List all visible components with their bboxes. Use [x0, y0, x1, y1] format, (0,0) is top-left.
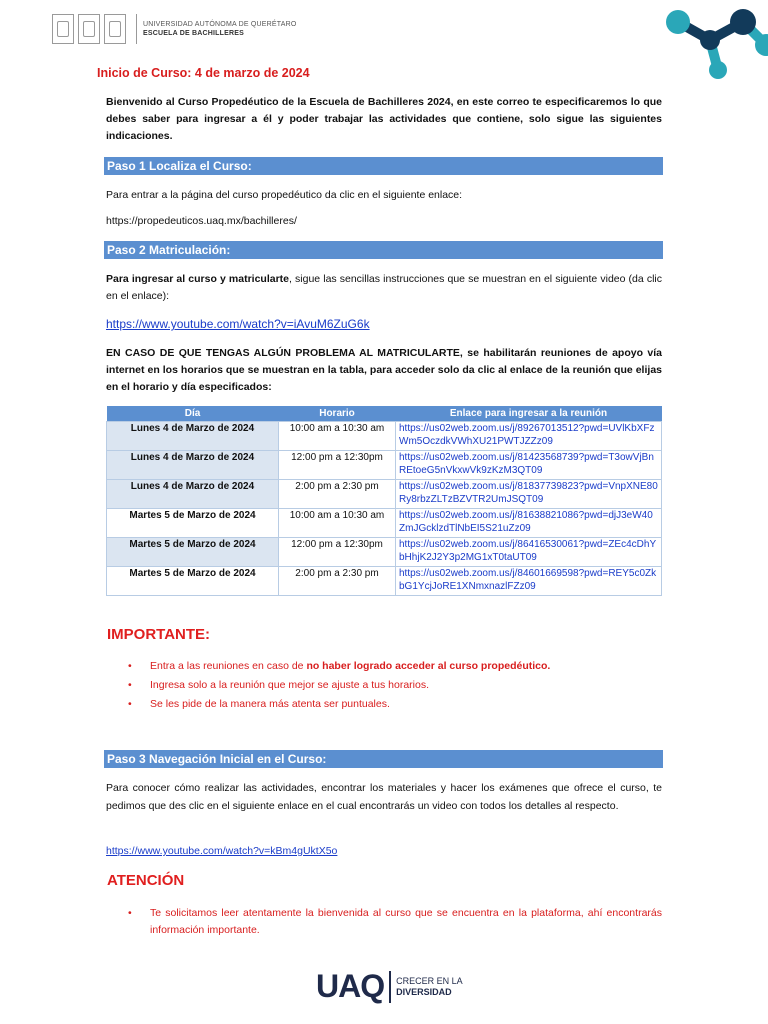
- header-institution: [143, 20, 297, 38]
- cell-horario: 2:00 pm a 2:30 pm: [279, 480, 396, 509]
- cell-horario: 10:00 am a 10:30 am: [279, 509, 396, 538]
- col-dia-header: Día: [107, 406, 279, 422]
- table-row: [107, 538, 662, 567]
- cell-enlace-link[interactable]: https://us02web.zoom.us/j/81423568739?pwd=T3owVjBnREtoeG5nVkxwVk9zKzM3QT09: [396, 451, 662, 480]
- importante-heading: IMPORTANTE:: [107, 626, 211, 643]
- table-row: [107, 567, 662, 596]
- paso3-video-block: [106, 843, 662, 860]
- cell-enlace-link[interactable]: https://us02web.zoom.us/j/86416530061?pwd=ZEc4cDhYbHhjK2J2Y3p2MG1xT0taUT09: [396, 538, 662, 567]
- table-header-row: [107, 406, 662, 422]
- cell-dia: Martes 5 de Marzo de 2024: [107, 538, 279, 567]
- cell-horario: 2:00 pm a 2:30 pm: [279, 567, 396, 596]
- footer-uaq-logo: [316, 968, 463, 1005]
- slogan-line2: DIVERSIDAD: [396, 986, 452, 997]
- cell-horario: 12:00 pm a 12:30pm: [279, 451, 396, 480]
- header-separator: [136, 14, 137, 44]
- col-enlace-header: Enlace para ingresar a la reunión: [396, 406, 662, 422]
- slogan-line1: CRECER EN LA: [396, 975, 463, 986]
- cell-horario: 12:00 pm a 12:30pm: [279, 538, 396, 567]
- uaq-wordmark: UAQ: [316, 968, 385, 1004]
- importante-item: • Se les pide de la manera más atenta ser puntuales.: [128, 695, 550, 714]
- intro-paragraph: Bienvenido al Curso Propedéutico de la Escuela de Bachilleres 2024, en este correo te especificaremos lo que debes saber para ingresar a él y poder trabajar las actividades que contiene, solo sigue las siguientes indicaciones.: [106, 96, 662, 142]
- importante-item1-text: Entra a las reuniones en caso de: [150, 660, 307, 672]
- cell-enlace-link[interactable]: https://us02web.zoom.us/j/84601669598?pwd=REY5c0ZkbG1YcjJoRE1XNmxnazlFZz09: [396, 567, 662, 596]
- importante-item: • Ingresa solo a la reunión que mejor se ajuste a tus horarios.: [128, 676, 550, 695]
- cell-enlace-link[interactable]: https://us02web.zoom.us/j/81837739823?pwd=VnpXNE80Ry8rbzZLTzBZVTR2UmJSQT09: [396, 480, 662, 509]
- decorative-molecule-graphic: [648, 0, 768, 80]
- header-logos: [52, 14, 297, 44]
- paso2-text-bold: Para ingresar al curso y matricularte: [106, 273, 290, 285]
- meetings-table: [106, 406, 662, 596]
- paso1-heading: Paso 1 Localiza el Curso:: [104, 157, 663, 175]
- col-horario-header: Horario: [279, 406, 396, 422]
- paso1-text: Para entrar a la página del curso propedéutico da clic en el siguiente enlace:: [106, 189, 463, 201]
- paso3-video-link[interactable]: https://www.youtube.com/watch?v=kBm4gUktX5o: [106, 845, 338, 857]
- cell-horario: 10:00 am a 10:30 am: [279, 422, 396, 451]
- paso2-video-block: [106, 316, 662, 333]
- table-row: [107, 422, 662, 451]
- importante-item: [128, 657, 550, 676]
- cell-dia: Lunes 4 de Marzo de 2024: [107, 451, 279, 480]
- table-row: [107, 509, 662, 538]
- paso3-heading: Paso 3 Navegación Inicial en el Curso:: [104, 750, 663, 768]
- table-row: [107, 480, 662, 509]
- table-row: [107, 451, 662, 480]
- footer-slogan: [396, 976, 463, 998]
- cell-enlace-link[interactable]: https://us02web.zoom.us/j/89267013512?pwd=UVlKbXFzWm5OczdkVWhXU21PWTJZZz09: [396, 422, 662, 451]
- cell-dia: Martes 5 de Marzo de 2024: [107, 509, 279, 538]
- paso2-text-rest: , sigue las sencillas instrucciones que se muestran en el siguiente video (da clic en el enlace):: [106, 273, 662, 302]
- paso3-text: Para conocer cómo realizar las actividades, encontrar los materiales y hacer los exámenes que ofrece el curso, te pedimos que des clic en el siguiente enlace en el cual encontrarás un video con todos los detalles al respecto.: [106, 782, 662, 812]
- paso1-url[interactable]: https://propedeuticos.uaq.mx/bachilleres/: [106, 215, 297, 227]
- escuela-logo: [104, 14, 126, 44]
- cell-dia: Martes 5 de Marzo de 2024: [107, 567, 279, 596]
- bachilleres-shield-logo: [78, 14, 100, 44]
- atencion-heading: ATENCIÓN: [107, 872, 185, 889]
- course-start-title: Inicio de Curso: 4 de marzo de 2024: [97, 66, 310, 80]
- paso2-text: [106, 271, 662, 305]
- university-name: UNIVERSIDAD AUTÓNOMA DE QUERÉTARO: [143, 21, 297, 28]
- school-name: ESCUELA DE BACHILLERES: [143, 30, 244, 37]
- atencion-item: • Te solicitamos leer atentamente la bienvenida al curso que se encuentra en la plataforma, ahí encontrarás información importante.: [128, 905, 662, 939]
- importante-list: [128, 657, 550, 714]
- problem-paragraph: EN CASO DE QUE TENGAS ALGÚN PROBLEMA AL MATRICULARTE, se habilitarán reuniones de apoyo vía internet en los horarios que se muestran en la tabla, para acceder solo da clic al enlace de la reunión que elijas en el horario y día especificados:: [106, 347, 662, 393]
- uaq-shield-logo: [52, 14, 74, 44]
- importante-item1-bold: no haber logrado acceder al curso propedéutico.: [306, 660, 551, 672]
- footer-separator: [389, 971, 391, 1003]
- paso2-heading: Paso 2 Matriculación:: [104, 241, 663, 259]
- atencion-list: [128, 905, 662, 939]
- cell-dia: Lunes 4 de Marzo de 2024: [107, 480, 279, 509]
- paso2-video-link[interactable]: https://www.youtube.com/watch?v=iAvuM6ZuG6k: [106, 317, 370, 331]
- cell-enlace-link[interactable]: https://us02web.zoom.us/j/81638821086?pwd=djJ3eW40ZmJGcklzdTlNbEI5S21uZz09: [396, 509, 662, 538]
- cell-dia: Lunes 4 de Marzo de 2024: [107, 422, 279, 451]
